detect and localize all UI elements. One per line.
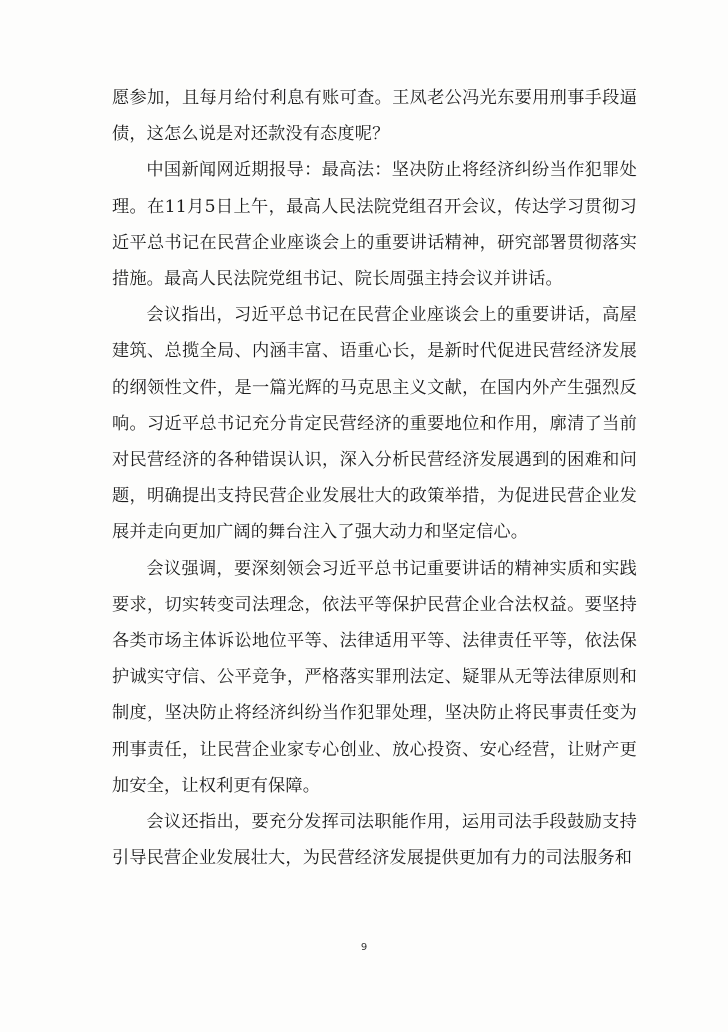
page-number: 9	[360, 942, 368, 953]
paragraph-2: 中国新闻网近期报导：最高法：坚决防止将经济纠纷当作犯罪处理。在11月5日上午，最高人民法院党组召开会议，传达学习贯彻习近平总书记在民营企业座谈会上的重要讲话精神，研究部署贯彻落实措施。最高人民法院党组书记、院长周强主持会议并讲话。	[112, 160, 637, 290]
paragraph-1: 愿参加，且每月给付利息有账可查。王凤老公冯光东要用刑事手段逼债，这怎么说是对还款没有态度呢？	[112, 88, 637, 145]
paragraph-3: 会议指出，习近平总书记在民营企业座谈会上的重要讲话，高屋建筑、总揽全局、内涵丰富、语重心长，是新时代促进民营经济发展的纲领性文件，是一篇光辉的马克思主义文献，在国内外产生强烈反响。习近平总书记充分肯定民营经济的重要地位和作用，廓清了当前对民营经济的各种错误认识，深入分析民营经济发展遇到的困难和问题，明确提出支持民营企业发展壮大的政策举措，为促进民营企业发展并走向更加广阔的舞台注入了强大动力和坚定信心。	[112, 305, 637, 543]
paragraph-4: 会议强调，要深刻领会习近平总书记重要讲话的精神实质和实践要求，切实转变司法理念，依法平等保护民营企业合法权益。要坚持各类市场主体诉讼地位平等、法律适用平等、法律责任平等，依法保护诚实守信、公平竞争，严格落实罪刑法定、疑罪从无等法律原则和制度，坚决防止将经济纠纷当作犯罪处理，坚决防止将民事责任变为刑事责任，让民营企业家专心创业、放心投资、安心经营，让财产更加安全，让权利更有保障。	[112, 558, 637, 796]
document-body	[112, 80, 637, 876]
paragraph-5: 会议还指出，要充分发挥司法职能作用，运用司法手段鼓励支持引导民营企业发展壮大，为民营经济发展提供更加有力的司法服务和	[112, 812, 637, 869]
